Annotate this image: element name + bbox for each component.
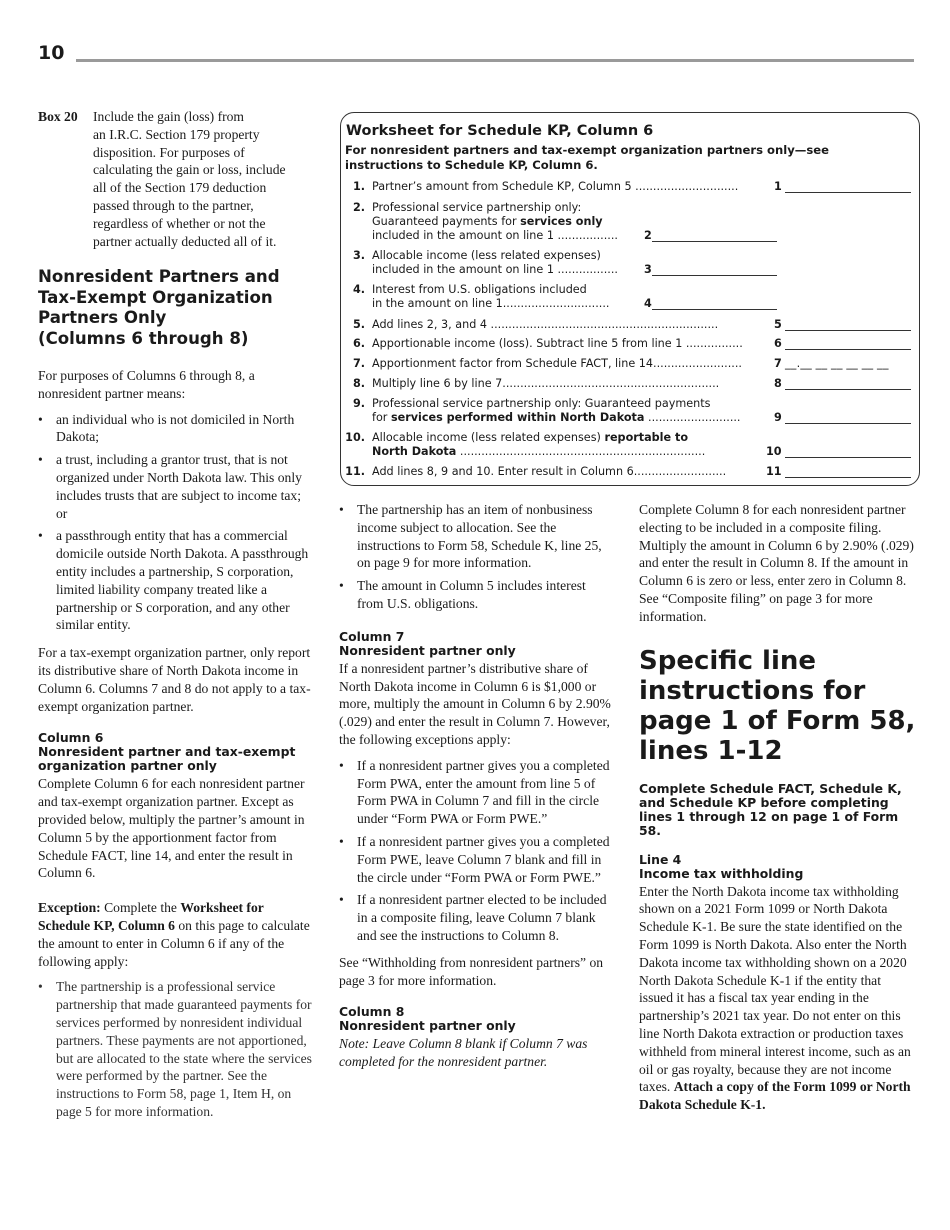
entry-field[interactable] bbox=[652, 309, 777, 310]
line4-para: Enter the North Dakota income tax withholding shown on a 2021 Form 1099 or North Dakota Schedule K-1. Be sure the state identified on the Form 1099 is North Dakota. Also enter the North Dakota income tax withholding shown on a 2020 North Dakota Schedule K-1 if the entity that issued it has a fiscal tax year ending in the partnership’s 2021 tax year. Do not enter on this line North Dakota extraction or production taxes withheld from mineral interest income, such as an oil or gas royalty, because they are not income taxes. Attach a copy of the Form 1099 or North Dakota Schedule K-1. bbox=[639, 883, 911, 1113]
worksheet-subtitle: For nonresident partners and tax-exempt organization partners only—see instructions to Schedule KP, Column 6. bbox=[345, 143, 829, 172]
line4-subheading: Income tax withholding bbox=[639, 865, 804, 881]
list-item: • The amount in Column 5 includes interest from U.S. obligations. bbox=[339, 577, 615, 613]
worksheet-line-9: 9. Professional service partnership only: Guaranteed payments for services performed within North Dakota .......................... 9 bbox=[341, 397, 913, 427]
tax-exempt-para: For a tax-exempt organization partner, only report its distributive share of North Dakota income in Column 6. Columns 7 and 8 do not apply to a tax-exempt organization partner. bbox=[38, 645, 311, 714]
page-number: 10 bbox=[38, 42, 65, 64]
entry-field[interactable] bbox=[652, 241, 777, 242]
entry-field[interactable] bbox=[785, 330, 911, 331]
column6-para: Complete Column 6 for each nonresident partner and tax-exempt organization partner. Except as provided below, multiply the partner’s amount in Column 5 by the apportionment factor from Schedule FACT, line 14, and enter the result in Column 6. bbox=[38, 776, 305, 881]
list-item: • a trust, including a grantor trust, that is not organized under North Dakota law. This only includes trusts that are subject to income tax; or bbox=[38, 451, 313, 522]
worksheet-title: Worksheet for Schedule KP, Column 6 bbox=[346, 123, 654, 139]
withholding-para: See “Withholding from nonresident partners” on page 3 for more information. bbox=[339, 954, 604, 988]
entry-field[interactable] bbox=[785, 477, 911, 478]
box20-text: Include the gain (loss) from an I.R.C. Section 179 property disposition. For purposes of calculating the gain or loss, include all of the Section 179 deduction passed through to the partner, regardless of whether or not the partner actually deducted all of it. bbox=[93, 109, 286, 249]
list-item: • an individual who is not domiciled in North Dakota; bbox=[38, 411, 313, 447]
list-item: • If a nonresident partner elected to be included in a composite filing, leave Column 7 blank and see the instructions to Column 8. bbox=[339, 891, 615, 944]
column7-para: If a nonresident partner’s distributive share of North Dakota income in Column 6 is $1,000 or more, multiply the amount in Column 6 by 2.90% (.029) and enter the result in Column 7. However, the following exceptions apply: bbox=[339, 660, 611, 747]
list-item: • The partnership is a professional service partnership that made guaranteed payments for services performed by nonresident individual partners. These payments are not apportioned, but are allocated to the state where the services were performed by the partner. See the instructions to Form 58, page 1, Item H, on page 5 for more information. bbox=[38, 978, 313, 1120]
worksheet-box: Worksheet for Schedule KP, Column 6 For nonresident partners and tax-exempt organization partners only—see instructions to Schedule KP, Column 6. 1. Partner’s amount from Schedule KP, Column 5 ............................. 1 2. Professional service partnership only: Guaranteed payments for services only included in the amount on line 1 ................. 2 3. Allocable income (less related expenses) included in the amount on line 1 ................. 3 4. Interest from U.S. obligations included in the amount on line 1.............................. 4 5. Add lines 2, 3, and 4 ................................................................ 5 6. Apportionable income (loss). Subtract line 5 from line 1 ................ 6 7. Apportionment factor from Schedule FACT, line 14......................... 7 __.__ __ __ __ __ __ 8. Multiply line 6 by line 7............................................................. 8 9. Professional service partnership only: Guaranteed payments for services performed within North Dakota .......................... 9 10. Allocable income (less related expenses) reportable to North Dakota ..................................................................... 10 11. Add lines 8, 9 and 10. Enter result in Column 6.......................... 11 bbox=[340, 112, 920, 486]
box20-label: Box 20 bbox=[38, 109, 78, 124]
column8-heading: Column 8 bbox=[339, 1004, 405, 1020]
entry-field[interactable] bbox=[785, 349, 911, 350]
list-item: • If a nonresident partner gives you a completed Form PWE, leave Column 7 blank and fill in the circle under “Form PWA or Form PWE.” bbox=[339, 833, 615, 886]
entry-field[interactable] bbox=[785, 457, 911, 458]
list-item: • The partnership has an item of nonbusiness income subject to allocation. See the instructions to Form 58, Schedule K, line 25, on page 9 for more information. bbox=[339, 501, 615, 572]
complete-schedules-note: Complete Schedule FACT, Schedule K, and Schedule KP before completing lines 1 through 12 on page 1 of Form 58. bbox=[639, 780, 902, 838]
entry-field[interactable] bbox=[652, 275, 777, 276]
worksheet-line-2: 2. Professional service partnership only: Guaranteed payments for services only included in the amount on line 1 ................. 2 bbox=[341, 201, 913, 245]
col2-body bbox=[339, 501, 615, 1071]
column7-subheading: Nonresident partner only bbox=[339, 642, 516, 658]
line4-heading: Line 4 bbox=[639, 851, 682, 867]
column8-subheading: Nonresident partner only bbox=[339, 1018, 516, 1034]
column6-subheading: Nonresident partner and tax-exempt organization partner only bbox=[38, 744, 296, 774]
column6-heading: Column 6 bbox=[38, 730, 104, 746]
worksheet-line-4: 4. Interest from U.S. obligations included in the amount on line 1.............................. 4 bbox=[341, 283, 913, 313]
column8-para: Complete Column 8 for each nonresident partner electing to be included in a composite filing. Multiply the amount in Column 6 by 2.90% (.029) and enter the result in Column 8. If the amount in Column 6 is zero or less, enter zero in Column 8. See “Composite filing” on page 3 for more information. bbox=[639, 502, 914, 624]
worksheet-line-10: 10. Allocable income (less related expenses) reportable to North Dakota ..................................................................... 10 bbox=[341, 431, 913, 461]
column8-note: Note: Leave Column 8 blank if Column 7 was completed for the nonresident partner. bbox=[339, 1036, 588, 1070]
entry-field[interactable] bbox=[785, 389, 911, 390]
header-rule bbox=[76, 59, 914, 62]
column7-heading: Column 7 bbox=[339, 628, 405, 644]
section-heading: Nonresident Partners and Tax-Exempt Organization Partners Only (Columns 6 through 8) bbox=[38, 267, 280, 348]
list-item: • If a nonresident partner gives you a completed Form PWA, enter the amount from line 5 of Form PWA in Column 7 and fill in the circle under “Form PWA or Form PWE.” bbox=[339, 757, 615, 828]
intro-para: For purposes of Columns 6 through 8, a nonresident partner means: bbox=[38, 368, 255, 401]
col3-body bbox=[639, 501, 917, 1114]
entry-field[interactable] bbox=[785, 192, 911, 193]
entry-field[interactable] bbox=[785, 423, 911, 424]
list-item: • a passthrough entity that has a commercial domicile outside North Dakota. A passthrough entity includes a partnership, S corporation, limited liability company treated like a partnership or S corporation, and any other similar entity. bbox=[38, 527, 313, 634]
col1-body bbox=[38, 367, 313, 1121]
worksheet-line-3: 3. Allocable income (less related expenses) included in the amount on line 1 ................. 3 bbox=[341, 249, 913, 279]
specific-instructions-heading: Specific line instructions for page 1 of Form 58, lines 1-12 bbox=[639, 645, 916, 766]
apportionment-factor-field[interactable]: __.__ __ __ __ __ __ bbox=[785, 357, 889, 370]
exception-para: Exception: Complete the Worksheet for Schedule KP, Column 6 on this page to calculate the amount to enter in Column 6 if any of the following apply: bbox=[38, 900, 310, 969]
